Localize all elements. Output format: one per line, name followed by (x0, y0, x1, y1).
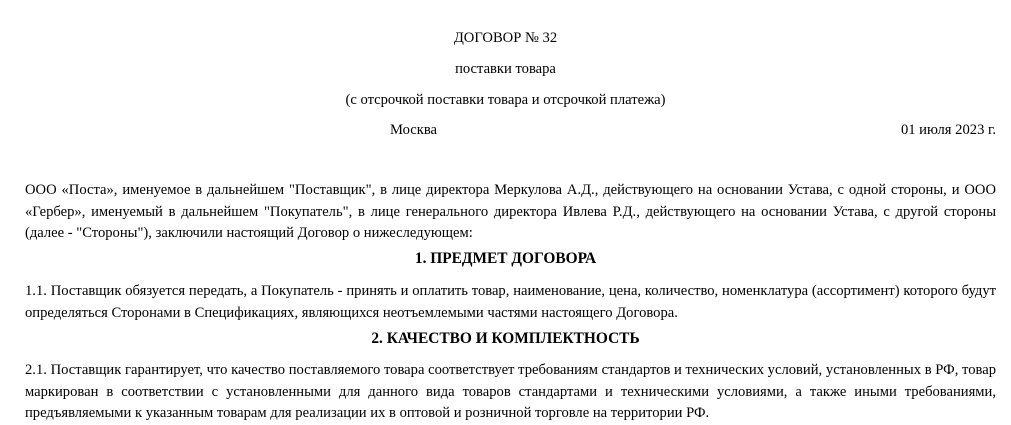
document-subtitle: поставки товара (455, 61, 556, 77)
section-heading-quality: 2. КАЧЕСТВО И КОМПЛЕКТНОСТЬ (371, 330, 640, 347)
section-paragraph-quality: 2.1. Поставщик гарантирует, что качество поставляемого товара соответствует требованиям стандартов и технических условий, установленных в РФ, товар маркирован в соответствии с установленными для данного вида товаров стандартами и техническими условиями, а также иными требованиями, предъявляемыми к указанным товарам для реализации их в оптовой и розничной торговле на территории РФ. (25, 362, 996, 421)
document-city: Москва (390, 122, 438, 138)
section-paragraph-subject: 1.1. Поставщик обязуется передать, а Покупатель - принять и оплатить товар, наименование, цена, количество, номенклатура (ассортимент) которого будут определяться Сторонами в Спецификациях, являющихся неотъемлемыми частями настоящего Договора. (25, 283, 996, 321)
document-date: 01 июля 2023 г. (900, 122, 996, 138)
document-subtitle-terms: (с отсрочкой поставки товара и отсрочкой платежа) (345, 92, 666, 108)
section-heading-subject: 1. ПРЕДМЕТ ДОГОВОРА (414, 250, 597, 267)
preamble-paragraph: ООО «Поста», именуемое в дальнейшем "Поставщик", в лице директора Меркулова А.Д., действующего на основании Устава, с одной стороны, и ООО «Гербер», именуемый в дальнейшем "Покупатель", в лице генерального директора Ивлева Р.Д., действующего на основании Устава, с другой стороны (далее - "Стороны"), заключили настоящий Договор о нижеследующем: (25, 182, 996, 241)
document-title: ДОГОВОР № 32 (453, 30, 558, 46)
